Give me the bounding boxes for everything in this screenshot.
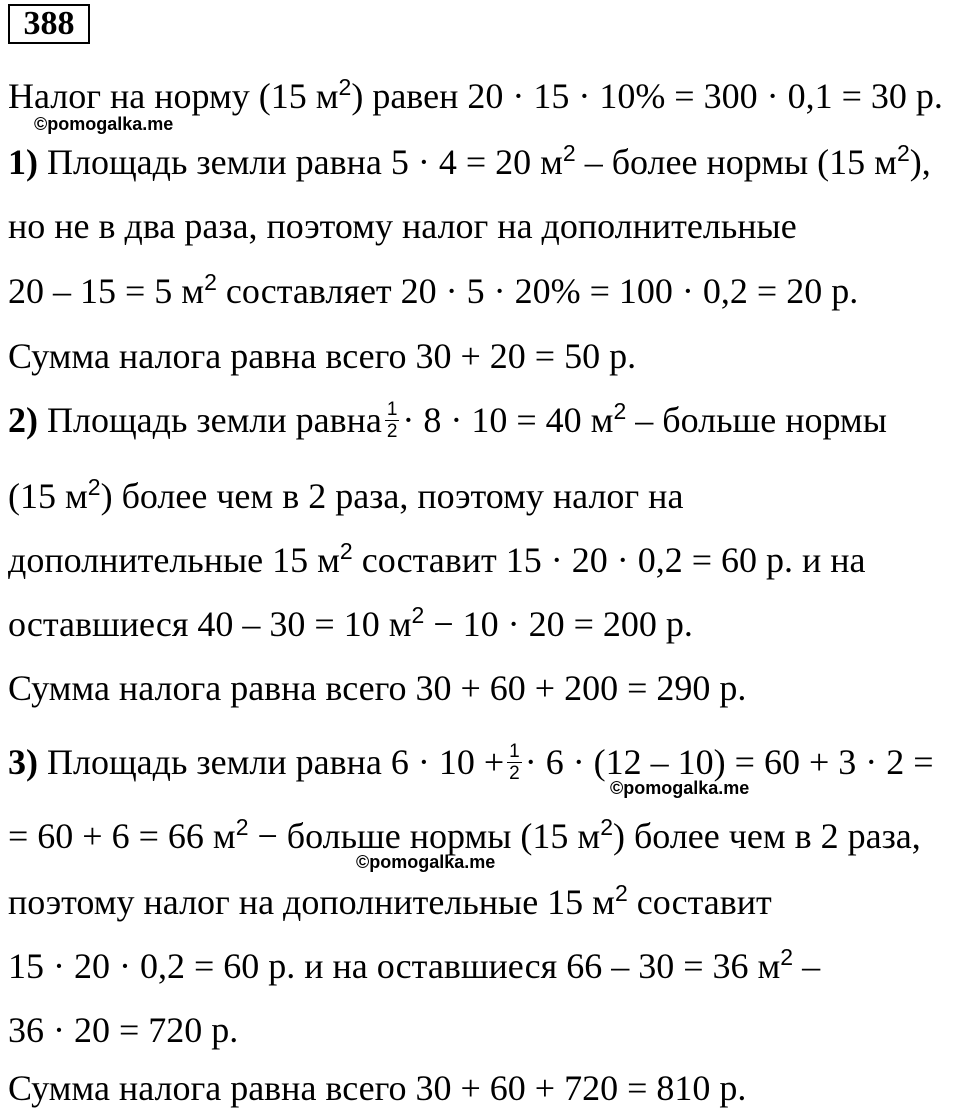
item-label-2: 2) — [8, 400, 38, 440]
problem-number: 388 — [8, 4, 90, 44]
item-label-1: 1) — [8, 142, 38, 182]
text-line-3: но не в два раза, поэтому налог на дополнительные — [8, 206, 797, 246]
watermark: ©pomogalka.me — [610, 778, 750, 798]
text-line-11: 3) Площадь земли равна 6 · 10 + $\frac{1}{2}$ · 6 · (12 – 10) = 60 + 3 · 2 = — [8, 741, 934, 785]
item-label-3: 3) — [8, 742, 38, 782]
text-line-15: 36 · 20 = 720 р. — [8, 1010, 239, 1050]
text-line-1: Налог на норму (15 $м^2$) равен 20 · 15 · 10% = 300 · 0,1 = 30 р. — [8, 74, 943, 116]
watermark: ©pomogalka.me — [356, 852, 496, 872]
text-line-16: Сумма налога равна всего 30 + 60 + 720 = 810 р. — [8, 1068, 747, 1108]
watermark: ©pomogalka.me — [34, 114, 174, 134]
text-line-7: (15 $м^2$) более чем в 2 раза, поэтому налог на — [8, 474, 684, 516]
text-line-6: 2) Площадь земли равна $\frac{1}{2}$ · 8 · 10 = 40 $м^2$ – больше нормы — [8, 398, 887, 443]
text-line-4: 20 – 15 = 5 $м^2$ составляет 20 · 5 · 20% = 100 · 0,2 = 20 р. — [8, 269, 859, 311]
text-line-12: = 60 + 6 = 66 $м^2$ − больше нормы (15 $м^2$) более чем в 2 раза, — [8, 814, 921, 856]
text-line-8: дополнительные 15 $м^2$ составит 15 · 20 · 0,2 = 60 р. и на — [8, 538, 866, 580]
text-line-14: 15 · 20 · 0,2 = 60 р. и на оставшиеся 66 – 30 = 36 $м^2$ – — [8, 944, 821, 986]
fraction-one-half: $\frac{1}{2}$ — [509, 741, 520, 785]
text-line-5: Сумма налога равна всего 30 + 20 = 50 р. — [8, 336, 637, 376]
text-line-9: оставшиеся 40 – 30 = 10 $м^2 - 10 \cdot 20 = 200$ р. — [8, 602, 693, 644]
text-line-2: 1) Площадь земли равна 5 · 4 = 20 $м^2$ – более нормы (15 $м^2$), — [8, 140, 931, 182]
fraction-one-half: $\frac{1}{2}$ — [386, 399, 398, 443]
text-line-13: поэтому налог на дополнительные 15 $м^2$ составит — [8, 880, 772, 922]
text-line-10: Сумма налога равна всего 30 + 60 + 200 = 290 р. — [8, 668, 747, 708]
